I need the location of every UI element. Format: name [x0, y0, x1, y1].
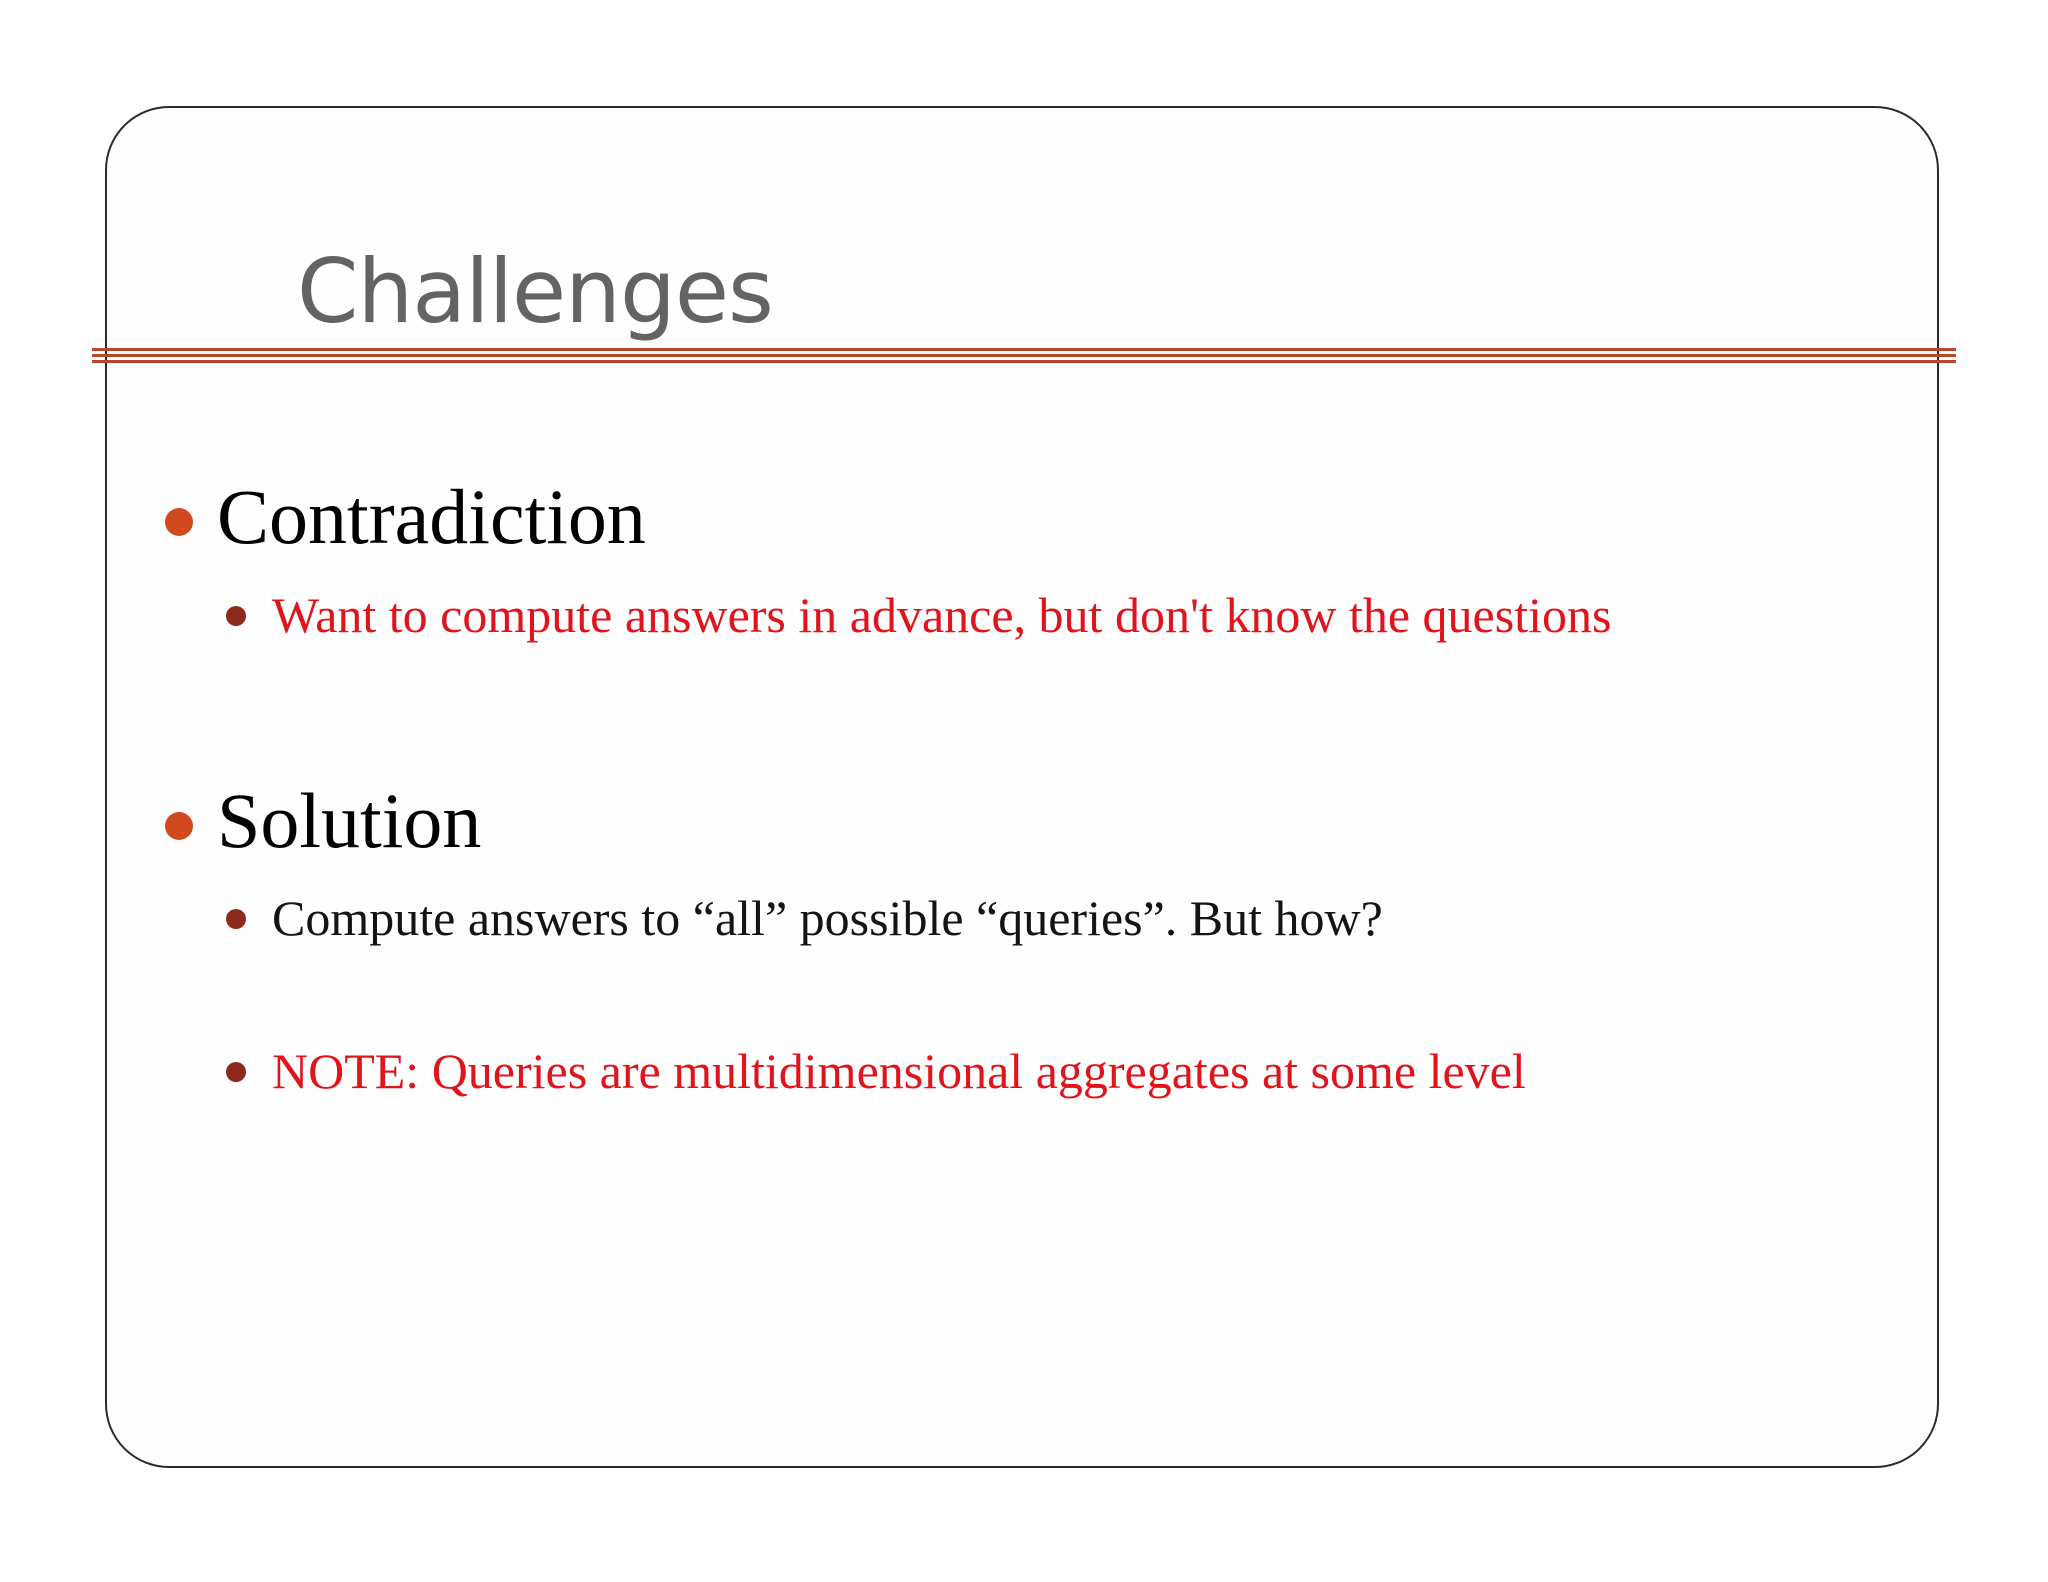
bullet-dot-icon: [165, 508, 193, 536]
rule-line-3: [92, 360, 1956, 363]
sub-bullet-dot-icon: [226, 606, 246, 626]
bullet-heading: Contradiction: [217, 473, 646, 560]
bullet-dot-icon: [165, 812, 193, 840]
sub-bullet-dot-icon: [226, 1062, 246, 1082]
sub-bullet-text: Want to compute answers in advance, but don't know the questions: [272, 587, 1612, 643]
slide-title: Challenges: [297, 240, 773, 343]
title-underline-rule: [92, 348, 1956, 363]
sub-bullet-text: Compute answers to “all” possible “queries”. But how?: [272, 890, 1383, 946]
sub-bullet-dot-icon: [226, 909, 246, 929]
bullet-heading: Solution: [217, 777, 482, 864]
sub-bullet-text: NOTE: Queries are multidimensional aggregates at some level: [272, 1043, 1526, 1099]
rule-line-2: [92, 354, 1956, 357]
rule-line-1: [92, 348, 1956, 351]
